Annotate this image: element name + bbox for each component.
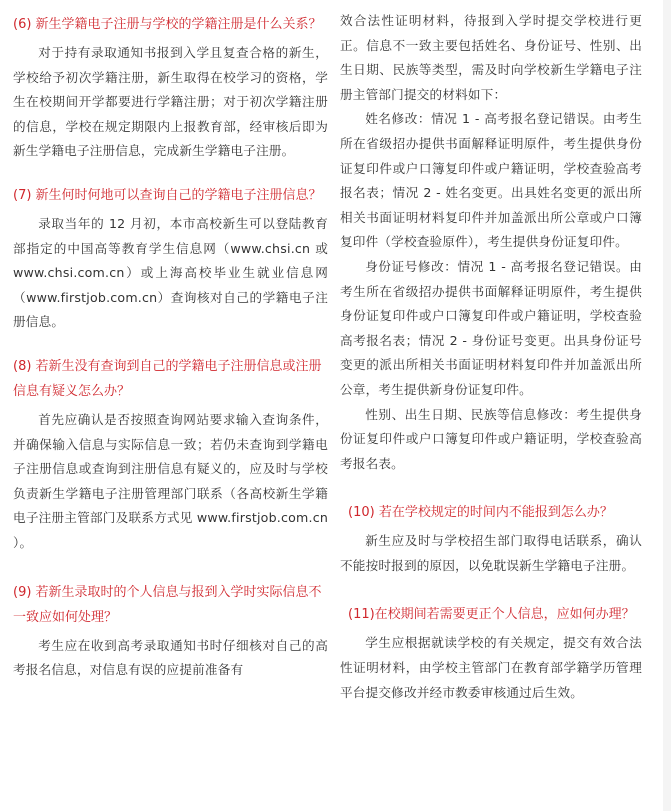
question-10: (10) 若在学校规定的时间内不能报到怎么办？	[348, 505, 613, 521]
answer-9-id-change: 身份证号修改：情况 1 - 高考报名登记错误。由考生所在省级招办提供书面解释证明原件，考生提供身份证复印件或户口簿复印件或户籍证明，学校查验高考报名表；情况 2 - 身份证号变更。出具身份证号变更的派出所相关书面证明材料复印件并加盖派出所公章，考生提供新身份证复印件。	[340, 258, 642, 397]
left-column	[13, 0, 328, 683]
answer-9-continued: 效合法性证明材料，待报到入学时提交学校进行更正。信息不一致主要包括姓名、身份证号、性别、出生日期、民族等类型，需及时向学校新生学籍电子注册主管部门提交的材料如下：	[340, 13, 642, 102]
answer-9: 考生应在收到高考录取通知书时仔细核对自己的高考报名信息，对信息有误的应提前准备有	[13, 637, 328, 678]
answer-9-name-change: 姓名修改：情况 1 - 高考报名登记错误。由考生所在省级招办提供书面解释证明原件，考生提供身份证复印件或户口簿复印件或户籍证明，学校查验高考报名表；情况 2 - 姓名变更。出具姓名变更的派出所相关书面证明材料复印件并加盖派出所公章或户口簿复印件（学校查验原件），考生提供身份证复印件。	[340, 111, 642, 250]
question-9: (9) 若新生录取时的个人信息与报到入学时实际信息不一致应如何处理？	[13, 584, 322, 625]
question-8: (8) 若新生没有查询到自己的学籍电子注册信息或注册信息有疑义怎么办？	[13, 358, 322, 399]
question-11: (11)在校期间若需要更正个人信息，应如何办理？	[348, 607, 635, 623]
answer-9-other-change: 性别、出生日期、民族等信息修改：考生提供身份证复印件或户口簿复印件或户籍证明，学校查验高考报名表。	[340, 406, 642, 471]
right-column	[340, 0, 642, 705]
answer-10: 新生应及时与学校招生部门取得电话联系，确认不能按时报到的原因，以免耽误新生学籍电子注册。	[340, 533, 642, 573]
question-7: (7) 新生何时何地可以查询自己的学籍电子注册信息？	[13, 187, 322, 203]
answer-11: 学生应根据就读学校的有关规定，提交有效合法性证明材料，由学校主管部门在教育部学籍学历管理平台提交修改并经市教委审核通过后生效。	[340, 635, 642, 700]
question-6: (6) 新生学籍电子注册与学校的学籍注册是什么关系？	[13, 17, 322, 32]
answer-6: 对于持有录取通知书报到入学且复查合格的新生，学校给予初次学籍注册，新生取得在校学习的资格，学生在校期间开学都要进行学籍注册；对于初次学籍注册的信息，学校在规定期限内上报教育部，经审核后即为新生学籍电子注册信息，完成新生学籍电子注册。	[13, 45, 328, 159]
answer-8: 首先应确认是否按照查询网站要求输入查询条件，并确保输入信息与实际信息一致；若仍未查询到学籍电子注册信息或查询到注册信息有疑义的，应及时与学校负责新生学籍电子注册管理部门联系（各高校新生学籍电子注册主管部门及联系方式见 www.firstjob.com.cn ）。	[13, 411, 328, 550]
answer-7: 录取当年的 12 月初，本市高校新生可以登陆教育部指定的中国高等教育学生信息网（www.chsi.cn 或 www.chsi.com.cn）或上海高校毕业生就业信息网（www.firstjob.com.cn）查询核对自己的学籍电子注册信息。	[13, 215, 328, 330]
scrollbar-track[interactable]	[663, 0, 671, 811]
